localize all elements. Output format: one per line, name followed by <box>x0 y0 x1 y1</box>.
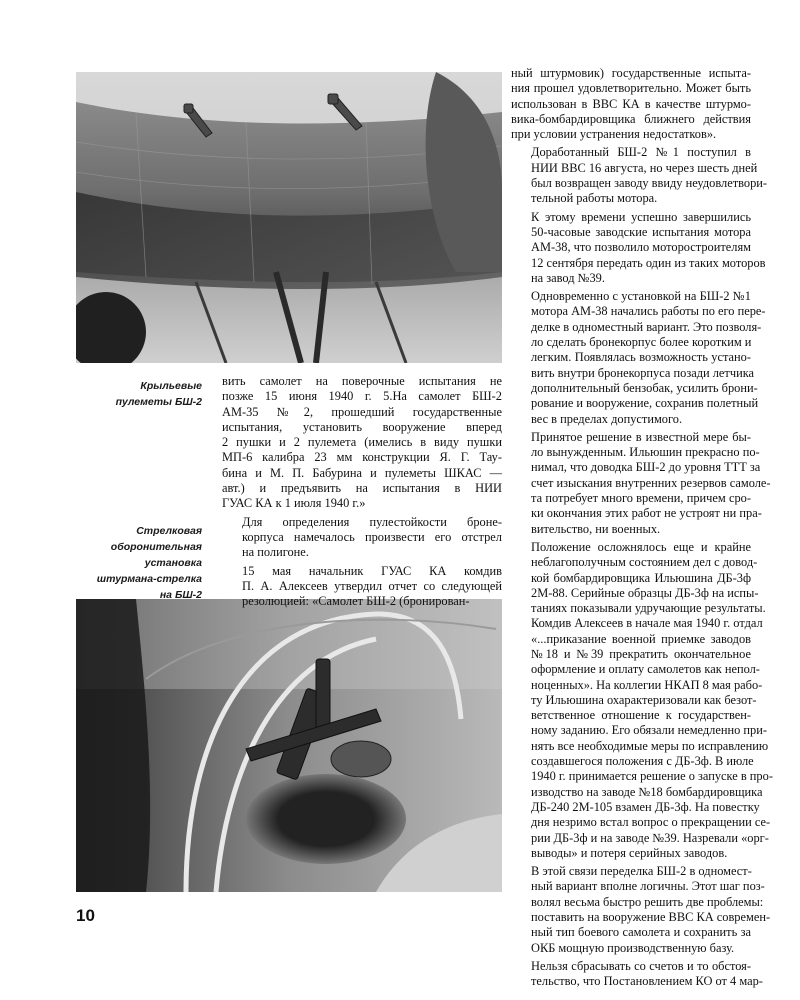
caption-line: Крыльевые <box>140 380 202 392</box>
wing-guns-photo <box>76 72 502 363</box>
paragraph <box>511 145 768 206</box>
paragraph <box>511 209 766 286</box>
paragraph <box>222 515 502 561</box>
text-line: та потребует много времени, причем сро- <box>531 491 751 506</box>
text-line: использован в ВВС КА в качестве штурмо- <box>511 96 751 111</box>
text-line: ло сделать бронекорпус более коротким и <box>531 335 752 350</box>
text-line: «...приказание военной приемке заводов <box>531 631 751 646</box>
text-line: ки окончания этих работ не устроят ни пра- <box>531 506 762 521</box>
text-line: корпуса намечалось произвести его отстрел <box>242 529 502 544</box>
text-line: Комдив Алексеев в начале мая 1940 г. отдал <box>531 616 763 631</box>
paragraph <box>222 374 502 512</box>
text-line: авт.) и предъявить на испытания в НИИ <box>222 481 502 496</box>
text-line: таниях показывали удручающие результаты. <box>531 601 766 616</box>
text-line: 1940 г. принимается решение о запуске в про- <box>531 769 773 784</box>
text-line: АМ-38, что позволило моторостроителям <box>531 240 752 255</box>
text-line: вес в пределах допустимого. <box>531 411 683 426</box>
text-line: дополнительный бензобак, усилить брони- <box>531 380 758 395</box>
text-line: был возвращен заводу ввиду неудовлетвори- <box>531 176 768 191</box>
text-line: вительство, ни военных. <box>531 521 661 536</box>
text-line: позже 15 июня 1940 г. 5.На самолет БШ-2 <box>222 389 502 404</box>
text-line: ния прошел удовлетворительно. Может быть <box>511 81 751 96</box>
text-line: оформление и оплату самолетов как непол- <box>531 662 760 677</box>
text-line: дня незримо встал вопрос о прекращении се- <box>531 815 771 830</box>
paragraph <box>511 539 773 861</box>
text-line: резолюцией: «Самолет БШ-2 (бронирован- <box>242 594 470 609</box>
caption-line: штурмана-стрелка <box>96 573 202 585</box>
text-line: ло вынужденным. Ильюшин прекрасно по- <box>531 445 760 460</box>
text-line: счет изыскания внутренних резервов самоле- <box>531 475 771 490</box>
caption-gunner-mount <box>72 523 202 603</box>
text-line: Доработанный БШ-2 №1 поступил в <box>531 145 751 160</box>
text-line: на завод №39. <box>531 270 605 285</box>
text-line: 50-часовые заводские испытания мотора <box>531 224 751 239</box>
page-number: 10 <box>76 906 95 925</box>
caption-line: оборонительная <box>110 541 202 553</box>
paragraph <box>511 429 771 537</box>
text-line: делке в одноместный вариант. Это позволя- <box>531 319 762 334</box>
text-line: легким. Появлялась возможность устано- <box>531 350 751 365</box>
text-line: нимал, что доводка БШ-2 до уровня ТТТ за <box>531 460 761 475</box>
text-line: волял весьма быстро решить две проблемы: <box>531 894 764 909</box>
text-line: изводство на заводе №18 бомбардировщика <box>531 784 763 799</box>
text-line: МП-6 калибра 23 мм конструкции Я. Г. Тау- <box>222 450 502 465</box>
text-line: Принятое решение в известной мере бы- <box>531 429 751 444</box>
gunner-mount-photo <box>76 599 502 892</box>
middle-text-column <box>222 374 502 609</box>
text-line: выводы» и потеря серийных заводов. <box>531 845 728 860</box>
caption-line: Стрелковая <box>136 525 202 537</box>
text-line: №18 и №39 прекратить окончательное <box>531 646 751 661</box>
wing-guns-photo-image <box>76 72 502 363</box>
text-line: В этой связи переделка БШ-2 в одномест- <box>531 864 752 879</box>
text-line: ветственное отношение к государствен- <box>531 708 751 723</box>
paragraph <box>511 864 771 956</box>
gunner-mount-photo-image <box>76 599 502 892</box>
text-line: ОКБ мощную производственную базу. <box>531 940 735 955</box>
text-line: испытания, установить вооружение вперед <box>222 419 502 434</box>
text-line: ту Ильюшина охарактеризовали как безот- <box>531 692 757 707</box>
text-line: при условии устранения недостатков». <box>511 127 717 142</box>
right-text-column <box>511 66 773 990</box>
text-line: Нельзя сбрасывать со счетов и то обстоя- <box>531 958 751 973</box>
caption-line: пулеметы БШ-2 <box>115 396 202 408</box>
text-line: К этому времени успешно завершились <box>531 209 751 224</box>
text-line: ноценных». На коллегии НКАП 8 мая рабо- <box>531 677 763 692</box>
text-line: бина и М. П. Бабурина и пулеметы ШКАС — <box>222 465 502 480</box>
text-line: нять все необходимые меры по исправлению <box>531 738 769 753</box>
text-line: П. А. Алексеев утвердил отчет со следующей <box>242 578 502 593</box>
text-line: кой бомбардировщика Ильюшина ДБ-3ф <box>531 570 751 585</box>
caption-line: на БШ-2 <box>159 589 202 601</box>
text-line: ДБ-240 2М-105 взамен ДБ-3ф. На повестку <box>531 799 760 814</box>
text-line: НИИ ВВС 16 августа, но через шесть дней <box>531 160 758 175</box>
text-line: ный тип боевого самолета и сохранить за <box>531 925 751 940</box>
text-line: ному заданию. Его обязали немедленно при- <box>531 723 768 738</box>
text-line: рование и вооружение, сохранив полетный <box>531 396 759 411</box>
text-line: вить внутри бронекорпуса позади летчика <box>531 365 755 380</box>
text-line: Для определения пулестойкости броне- <box>242 514 502 529</box>
text-line: вить самолет на поверочные испытания не <box>222 374 502 388</box>
text-line: ный вариант вполне логичны. Этот шаг поз- <box>531 879 765 894</box>
text-line: Положение осложнялось еще и крайне <box>531 539 751 554</box>
caption-wing-guns <box>72 378 202 410</box>
text-line: на полигоне. <box>242 545 309 560</box>
text-line: АМ-35 №2, прошедший государственные <box>222 404 502 419</box>
paragraph <box>222 564 502 610</box>
text-line: 12 сентября передать один из таких моторов <box>531 255 766 270</box>
paragraph <box>511 289 766 427</box>
text-line: 2М-88. Серийные образцы ДБ-3ф на испы- <box>531 585 759 600</box>
text-line: ГУАС КА к 1 июля 1940 г.» <box>222 496 366 511</box>
caption-line: установка <box>144 557 202 569</box>
paragraph <box>511 958 763 990</box>
text-line: тельной работы мотора. <box>531 191 658 206</box>
text-line: ный штурмовик) государственные испыта- <box>511 66 751 80</box>
text-line: неблагополучным состоянием дел с довод- <box>531 555 758 570</box>
text-line: вика-бомбардировщика ближнего действия <box>511 111 751 126</box>
paragraph <box>511 66 751 142</box>
text-line: 2 пушки и 2 пулемета (имелись в виду пушки <box>222 435 502 450</box>
text-line: поставить на вооружение ВВС КА современ- <box>531 910 771 925</box>
text-line: тельство, что Постановлением КО от 4 мар- <box>531 974 763 989</box>
text-line: Одновременно с установкой на БШ-2 №1 <box>531 289 751 304</box>
text-line: создавшегося положения с ДБ-3ф. В июле <box>531 754 754 769</box>
text-line: рии ДБ-3ф и на заводе №39. Назревали «орг- <box>531 830 769 845</box>
text-line: 15 мая начальник ГУАС КА комдив <box>242 563 502 578</box>
text-line: мотора АМ-38 начались работы по его пере- <box>531 304 766 319</box>
